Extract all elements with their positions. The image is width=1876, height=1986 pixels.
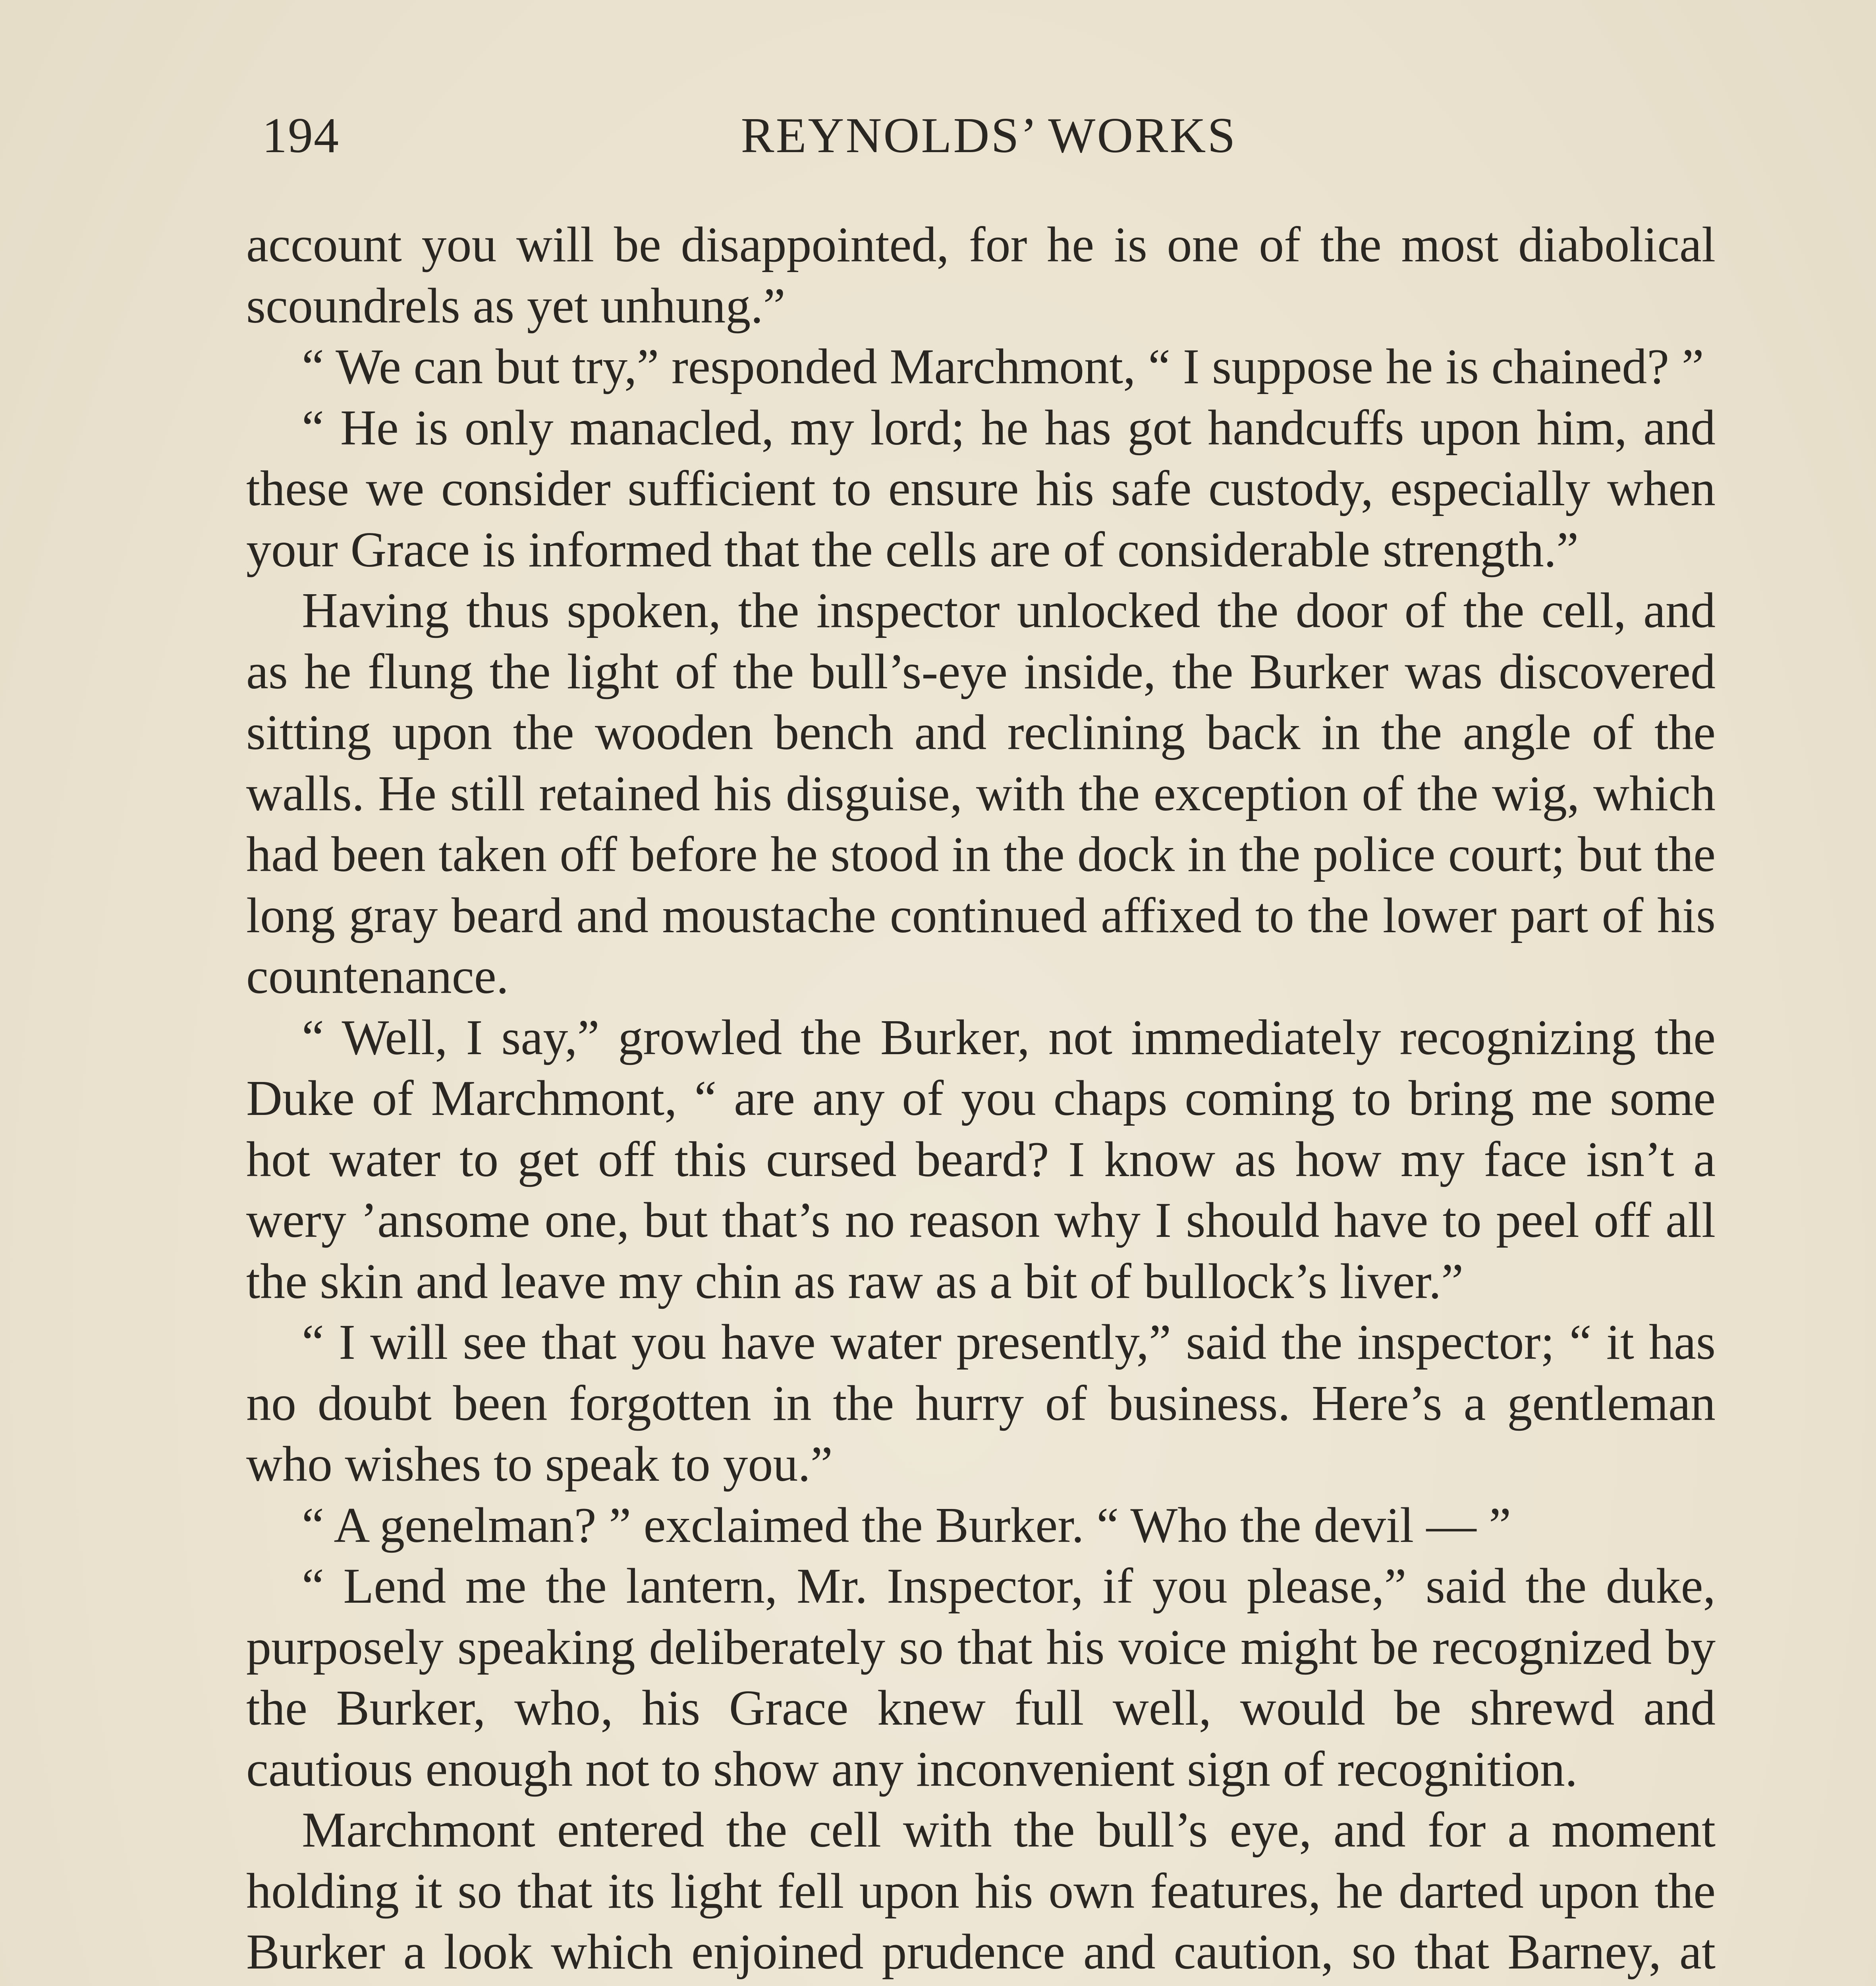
paragraph-8: “ Lend me the lantern, Mr. Inspector, if you please,” said the duke, purposely speaking deliberately so that his voice might be recognized by the Burker, who, his Grace knew full well, would be shrewd and cautious enough not to show any inconvenient sign of recognition. bbox=[246, 1559, 1716, 1797]
page-header bbox=[262, 107, 1716, 175]
running-head: REYNOLDS’ WORKS bbox=[741, 108, 1237, 163]
paragraph-6: “ I will see that you have water presently,” said the inspector; “ it has no doubt been forgotten in the hurry of business. Here’s a gentleman who wishes to speak to you.” bbox=[246, 1315, 1716, 1492]
body-text bbox=[246, 214, 1716, 1986]
paragraph-1: account you will be disappointed, for he is one of the most diabolical scoundrels as yet unhung.” bbox=[246, 217, 1716, 334]
paragraph-2: “ We can but try,” responded Marchmont, “ I suppose he is chained? ” bbox=[302, 339, 1704, 394]
page-number: 194 bbox=[262, 108, 340, 163]
paragraph-5: “ Well, I say,” growled the Burker, not immediately recognizing the Duke of Marchmont, “ are any of you chaps coming to bring me some hot water to get off this cursed beard? I know as how my face isn’t a wery ’ansome one, but that’s no reason why I should have to peel off all the skin and leave my chin as raw as a bit of bullock’s liver.” bbox=[246, 1010, 1716, 1309]
paragraph-4: Having thus spoken, the inspector unlocked the door of the cell, and as he flung the light of the bull’s-eye inside, the Burker was discovered sitting upon the wooden bench and reclining back in the angle of the walls. He still retained his disguise, with the exception of the wig, which had been taken off before he stood in the dock in the police court; but the long gray beard and moustache continued affixed to the lower part of his countenance. bbox=[246, 583, 1716, 1004]
paragraph-9: Marchmont entered the cell with the bull’s eye, and for a moment holding it so that its light fell upon his own features, he darted upon the Burker a look which enjoined prudence and caution, so that Barney, at bbox=[246, 1802, 1716, 1980]
paragraph-3: “ He is only manacled, my lord; he has got handcuffs upon him, and these we consider sufficient to ensure his safe custody, especially when your Grace is informed that the cells are of considerable strength.” bbox=[246, 400, 1716, 578]
paragraph-7: “ A genelman? ” exclaimed the Burker. “ Who the devil — ” bbox=[302, 1497, 1511, 1553]
